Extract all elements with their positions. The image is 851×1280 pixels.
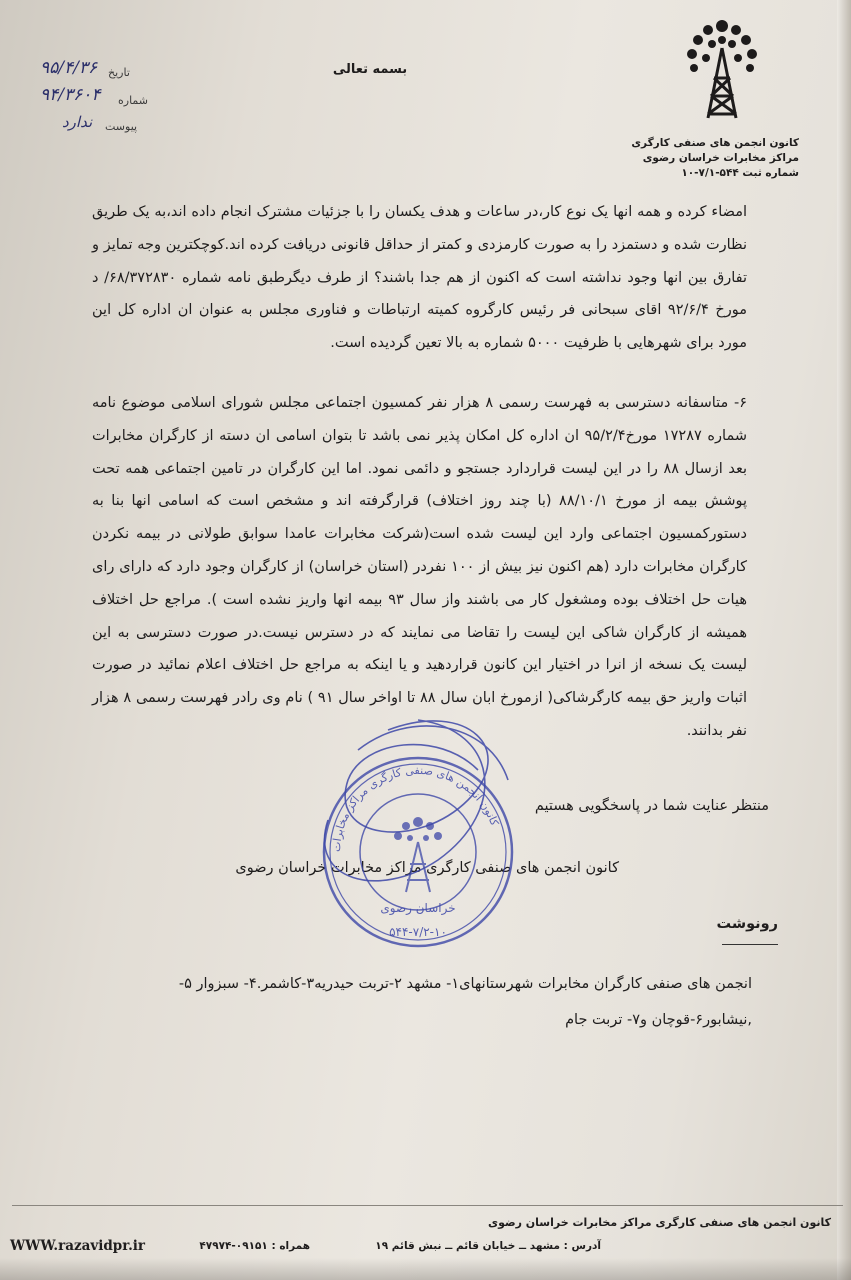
attachment-label: پیوست bbox=[105, 120, 138, 133]
stamp-ring-text: کانون انجمن های صنفی کارگری مراکز مخابرات bbox=[329, 763, 502, 853]
org-name: کانون انجمن های صنفی کارگری bbox=[631, 137, 799, 149]
sender-name: کانون انجمن های صنفی کارگری مراکز مخابرات خراسان رضوی bbox=[235, 860, 619, 876]
org-header-block bbox=[579, 136, 799, 181]
cc-recipients bbox=[92, 966, 752, 1038]
cc-underline bbox=[722, 944, 778, 945]
number-label: شماره bbox=[118, 94, 149, 107]
footer-org: کانون انجمن های صنفی کارگری مراکز مخابرات خراسان رضوی bbox=[487, 1216, 831, 1229]
footer-website: WWW.razavidpr.ir bbox=[10, 1238, 146, 1254]
closing-line: منتظر عنایت شما در پاسخگویی هستیم bbox=[534, 798, 769, 814]
body-paragraph-2: ۶- متاسفانه دسترسی به فهرست رسمی ۸ هزار نفر کمسیون اجتماعی مجلس شورای اسلامی موضوع نامه شماره ۱۷۲۸۷ مورخ۹۵/۲/۴ ان اداره کل امکان پذیر نمی باشد تا بتوان اسامی ان دسته از کارگران مخابرات بعد ازسال ۸۸ را در این لیست قراردارد جستجو و دائمی نمود. اما این کارگران در تامین اجتماعی همه تحت پوشش بیمه از مورخ ۸۸/۱۰/۱ (با چند روز اختلاف) قرارگرفته اند و مشخص است که اسامی انها بنا به دستورکمسیون اجتماعی وارد این لیست شده است(شرکت مخابرات عامدا سوابق طولانی در بیمه نکردن کارگران مخابرات دارد (هم اکنون نیز بیش از ۱۰۰ نفردر (استان خراسان) از کارگران وجود دارد که دارای رای هیات حل اختلاف بوده ومشغول کار می باشند واز سال ۹۳ بیمه انها واریز نشده است ). مراجع حل اختلاف همیشه از کارگران شاکی این لیست را تقاضا می نمایند که در دسترس نیست.در صورت دسترسی به این لیست یک نسخه از انرا در اختیار این کانون قراردهید و یا اینکه به مراجع حل اختلاف اعلام نمائید در صورت اثبات واریز حق بیمه کارگرشاکی( ازمورخ ابان سال ۸۸ تا اواخر سال ۹۱ ) نام وی رادر فهرست رسمی ۸ هزار نفر بدانند. bbox=[92, 395, 747, 739]
footer-phone: همراه : ۰۹۱۵۱-۴۷۹۷۴ bbox=[199, 1240, 310, 1252]
number-value: ۹۴/۳۶۰۴ bbox=[40, 85, 101, 105]
body-paragraph-1: امضاء کرده و همه انها یک نوع کار،در ساعات و هدف یکسان را با جزئیات مشترک انجام داده اند،به یک طریق نظارت شده و دستمزد را به صورت کارمزدی و کمتر از حداقل قانونی دریافت کرده اند.کوچکترین وجه تمایز و تفارق بین انها وجود نداشته است که اکنون از هم جدا باشند؟ از طرف دیگرطبق نامه شماره ۶۸/۳۷۲۸۳۰/ د مورخ ۹۲/۶/۴ اقای سبحانی فر رئیس کارگروه کمیته ارتباطات و فناوری مجلس به عنوان ان اداره کل این مورد برای شهرهایی با ظرفیت ۵۰۰۰ شماره به بالا تعین گردیده است. bbox=[92, 204, 748, 352]
tower-logo-icon bbox=[672, 14, 772, 124]
cc-line-1: انجمن های صنفی کارگران مخابرات شهرستانهای۱- مشهد ۲-تربت حیدریه۳-کاشمر.۴- سبزوار ۵- bbox=[178, 976, 752, 992]
paper-edge-right bbox=[837, 0, 851, 1280]
paper-shadow-bottom bbox=[0, 1258, 851, 1280]
official-stamp bbox=[318, 752, 518, 952]
attachment-value: ندارد bbox=[62, 113, 93, 131]
footer-address: آدرس : مشهد ــ خیابان قائم ــ نبش قائم ۱۹ bbox=[375, 1240, 601, 1252]
org-registration: شماره ثبت ۵۴۴-۷/۱-۱۰ bbox=[681, 167, 799, 179]
date-label: تاریخ bbox=[108, 66, 130, 79]
stamp-registration: ۵۴۴-۷/۲-۱۰ bbox=[389, 925, 447, 939]
bismillah-heading: بسمه تعالی bbox=[332, 62, 408, 77]
date-value: ۹۵/۴/۳۶ bbox=[40, 58, 98, 78]
stamp-city: خراسان رضوی bbox=[380, 901, 456, 915]
org-subtitle: مراکز مخابرات خراسان رضوی bbox=[642, 152, 799, 164]
cc-heading: رونوشت bbox=[716, 916, 778, 932]
cc-line-2: ,نیشابور۶-قوچان و۷- تربت جام bbox=[565, 1012, 752, 1028]
footer-divider bbox=[12, 1205, 843, 1206]
